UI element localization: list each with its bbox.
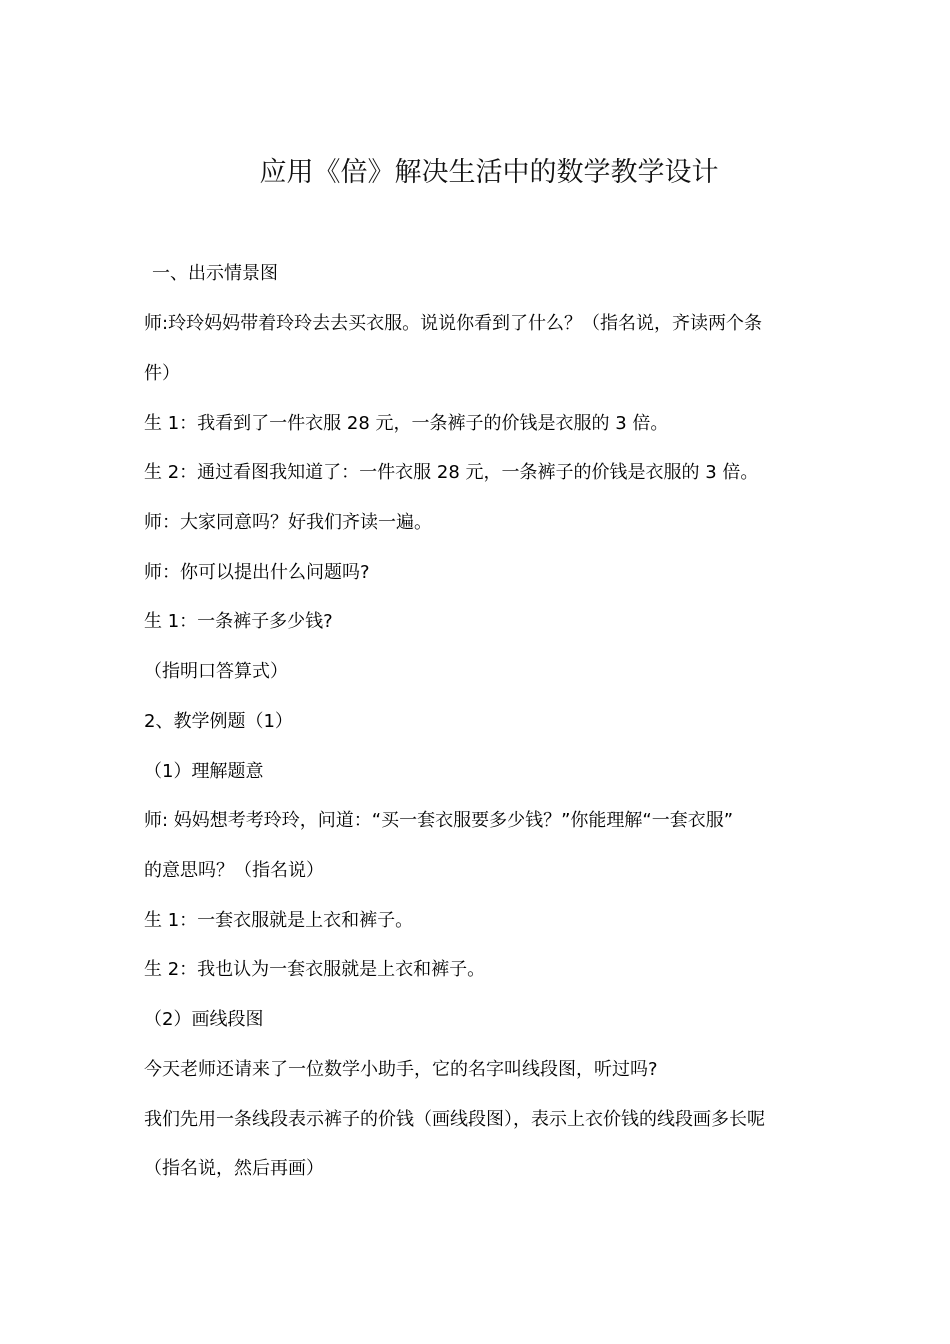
text-line: 师: 妈妈想考考玲玲，问道：“买一套衣服要多少钱？”你能理解“一套衣服” (144, 810, 734, 831)
text-line: （1）理解题意 (144, 761, 264, 782)
text-line: 师：你可以提出什么问题吗? (144, 562, 370, 583)
text-line: 件） (144, 363, 180, 384)
text-line: 生 1：我看到了一件衣服 28 元，一条裤子的价钱是衣服的 3 倍。 (144, 413, 669, 434)
text-line: 生 1：一套衣服就是上衣和裤子。 (144, 910, 414, 931)
text-line: （指明口答算式） (144, 661, 288, 682)
text-line: 我们先用一条线段表示裤子的价钱（画线段图），表示上衣价钱的线段画多长呢 (144, 1109, 765, 1130)
text-line: 生 1：一条裤子多少钱? (144, 611, 333, 632)
text-line: 生 2：我也认为一套衣服就是上衣和裤子。 (144, 959, 486, 980)
text-line: 的意思吗？（指名说） (144, 860, 324, 881)
text-line: （2）画线段图 (144, 1009, 264, 1030)
text-line: 2、教学例题（1） (144, 711, 293, 732)
text-line: （指名说，然后再画） (144, 1158, 324, 1179)
document-title: 应用《倍》解决生活中的数学教学设计 (259, 157, 719, 188)
text-line: 师：大家同意吗？好我们齐读一遍。 (144, 512, 432, 533)
text-line: 生 2：通过看图我知道了：一件衣服 28 元，一条裤子的价钱是衣服的 3 倍。 (144, 462, 759, 483)
text-line: 一、出示情景图 (152, 263, 278, 284)
text-line: 师:玲玲妈妈带着玲玲去去买衣服。说说你看到了什么？（指名说，齐读两个条 (144, 313, 763, 334)
text-line: 今天老师还请来了一位数学小助手，它的名字叫线段图，听过吗? (144, 1059, 658, 1080)
